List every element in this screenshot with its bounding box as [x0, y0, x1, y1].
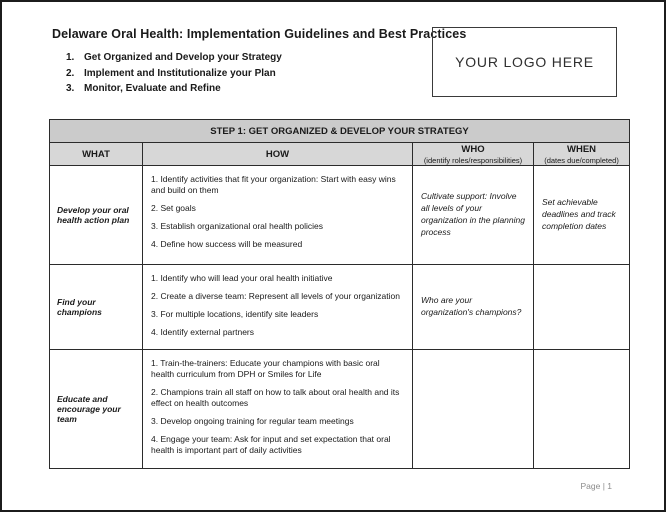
how-item: 1. Identify who will lead your oral health initiative: [151, 273, 333, 283]
list-item: [66, 52, 282, 63]
page-number: Page | 1: [580, 481, 612, 491]
column-header-when-label: WHEN: [567, 143, 597, 155]
what-cell: Find your champions: [50, 265, 143, 350]
list-item: [66, 83, 282, 94]
how-item: 3. Establish organizational oral health policies: [151, 221, 323, 232]
how-item: 2. Set goals: [151, 203, 196, 214]
logo-placeholder-box: [432, 27, 617, 97]
who-cell: Who are your organization's champions?: [413, 265, 534, 350]
column-header-how: HOW: [143, 143, 413, 166]
list-item-number: 2.: [66, 67, 75, 79]
table-row: [50, 350, 630, 468]
logo-placeholder-text: YOUR LOGO HERE: [455, 54, 594, 70]
how-item: 3. Develop ongoing training for regular team meetings: [151, 416, 354, 427]
when-cell: [534, 265, 630, 350]
list-item-label: Monitor, Evaluate and Refine: [84, 83, 221, 94]
table-row: [50, 166, 630, 265]
when-cell: Set achievable deadlines and track completion dates: [534, 166, 630, 265]
how-item: 4. Define how success will be measured: [151, 239, 303, 250]
list-item-number: 3.: [66, 83, 75, 94]
who-cell: [413, 350, 534, 468]
document-title: Delaware Oral Health: Implementation Guidelines and Best Practices: [52, 27, 467, 41]
how-item: 4. Engage your team: Ask for input and set expectation that oral health is important part of daily activities: [151, 434, 391, 456]
how-cell: [143, 350, 413, 468]
table-row: [50, 265, 630, 350]
list-item: [66, 68, 282, 79]
table-banner: STEP 1: GET ORGANIZED & DEVELOP YOUR STRATEGY: [50, 120, 630, 143]
table-header-row: [50, 143, 630, 166]
what-cell: Educate and encourage your team: [50, 350, 143, 468]
column-header-what: WHAT: [50, 143, 143, 166]
how-item: 3. For multiple locations, identify site leaders: [151, 309, 319, 320]
column-header-who-label: WHO: [461, 143, 485, 155]
column-header-when: [534, 143, 630, 166]
who-cell: Cultivate support: Involve all levels of your organization in the planning process: [413, 166, 534, 265]
steps-list: [66, 52, 282, 99]
what-cell: Develop your oral health action plan: [50, 166, 143, 265]
list-item-label: Get Organized and Develop your Strategy: [84, 52, 282, 63]
when-cell: [534, 350, 630, 468]
how-item: 1. Train-the-trainers: Educate your champions with basic oral health curriculum from DPH or Smiles for Life: [151, 358, 380, 380]
how-item: 4. Identify external partners: [151, 327, 255, 338]
column-header-who-sublabel: (identify roles/responsibilities): [423, 155, 523, 165]
how-cell: [143, 166, 413, 265]
how-cell: [143, 265, 413, 350]
list-item-number: 1.: [66, 52, 75, 63]
list-item-label: Implement and Institutionalize your Plan: [84, 67, 276, 79]
column-header-when-sublabel: (dates due/completed): [544, 155, 619, 165]
table-banner-row: [50, 120, 630, 143]
strategy-table: [49, 119, 630, 469]
how-item: 2. Create a diverse team: Represent all levels of your organization: [151, 291, 400, 302]
how-item: 1. Identify activities that fit your organization: Start with easy wins and build on them: [151, 174, 396, 196]
how-item: 2. Champions train all staff on how to talk about oral health and its effect on health outcomes: [151, 387, 400, 409]
column-header-who: [413, 143, 534, 166]
